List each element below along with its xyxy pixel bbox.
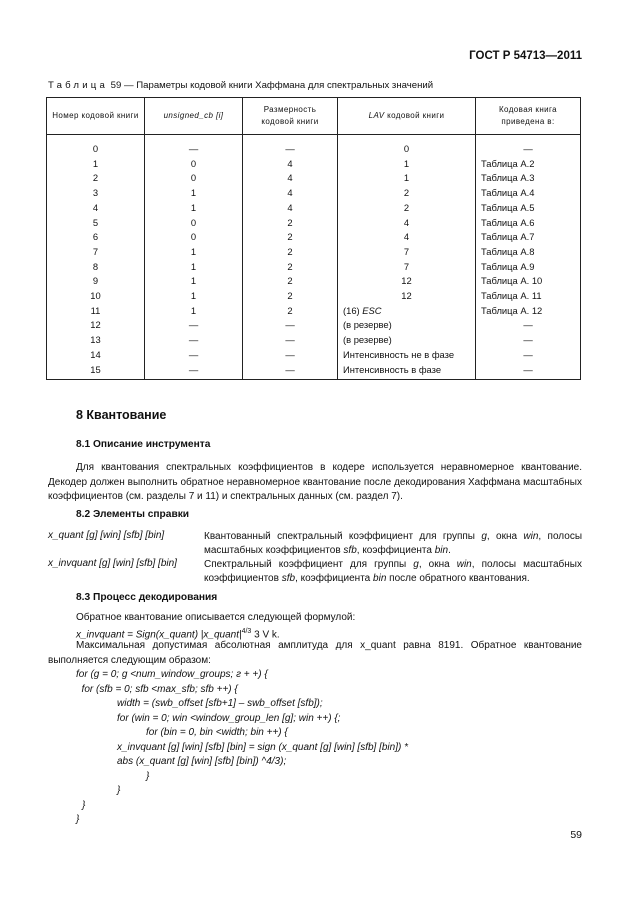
table-row	[47, 363, 581, 380]
table-cell: Таблица А.5	[476, 201, 581, 216]
table-cell: 9	[47, 274, 145, 289]
table-cell: —	[145, 333, 243, 348]
table-cell: Таблица А.2	[476, 157, 581, 172]
table-row	[47, 318, 581, 333]
table-caption	[48, 80, 433, 91]
table-cell: (в резерве)	[338, 318, 476, 333]
table-cell: 2	[338, 201, 476, 216]
table-row	[47, 216, 581, 231]
table-cell: —	[145, 348, 243, 363]
table-cell: Интенсивность не в фазе	[338, 348, 476, 363]
table-row	[47, 171, 581, 186]
table-cell: 4	[338, 216, 476, 231]
table-row	[47, 333, 581, 348]
table-cell: Таблица А. 12	[476, 304, 581, 319]
table-cell: 0	[145, 171, 243, 186]
huffman-codebook-table	[46, 97, 581, 380]
table-cell: —	[243, 142, 338, 157]
table-cell: Таблица А.7	[476, 230, 581, 245]
table-cell: 4	[47, 201, 145, 216]
table-cell: 7	[47, 245, 145, 260]
table-cell: —	[243, 318, 338, 333]
table-cell: (в резерве)	[338, 333, 476, 348]
table-cell: 10	[47, 289, 145, 304]
table-cell: Интенсивность в фазе	[338, 363, 476, 380]
code-line: }	[82, 800, 86, 811]
definition-term: x_quant [g] [win] [sfb] [bin]	[48, 530, 165, 541]
table-cell: Таблица А.9	[476, 260, 581, 275]
definition-term: x_invquant [g] [win] [sfb] [bin]	[48, 558, 177, 569]
table-cell: —	[243, 333, 338, 348]
standard-header: ГОСТ Р 54713—2011	[469, 50, 582, 62]
table-cell: —	[145, 363, 243, 380]
table-header-row	[47, 98, 581, 135]
table-cell: 2	[47, 171, 145, 186]
table-cell: 6	[47, 230, 145, 245]
table-cell: 12	[47, 318, 145, 333]
table-cell: 2	[243, 304, 338, 319]
code-line: for (sfb = 0; sfb <max_sfb; sfb ++) {	[76, 684, 238, 695]
table-cell: Таблица А. 11	[476, 289, 581, 304]
section-8-1-title: 8.1 Описание инструмента	[76, 439, 211, 450]
section-8-3-intro: Обратное квантование описывается следующей формулой:	[76, 612, 356, 623]
code-line: }	[117, 785, 121, 796]
table-cell: 4	[243, 157, 338, 172]
table-row	[47, 142, 581, 157]
page-number: 59	[570, 829, 582, 841]
section-8-2-title: 8.2 Элементы справки	[76, 509, 190, 520]
table-caption-word: Таблица	[48, 80, 109, 91]
table-spacer-row	[47, 135, 581, 143]
table-cell: 2	[243, 274, 338, 289]
code-line: x_invquant [g] [win] [sfb] [bin] = sign (x_quant [g] [win] [sfb] [bin]) *	[117, 742, 408, 753]
table-cell: 3	[47, 186, 145, 201]
table-cell: —	[145, 142, 243, 157]
formula-tail: 3 V k.	[251, 629, 280, 641]
table-cell: Таблица А.8	[476, 245, 581, 260]
table-cell: Таблица А. 10	[476, 274, 581, 289]
table-cell: Таблица А.6	[476, 216, 581, 231]
table-cell: —	[476, 142, 581, 157]
table-cell: 2	[243, 289, 338, 304]
table-cell: 1	[47, 157, 145, 172]
column-header: unsigned_cb [i]	[145, 98, 243, 135]
column-header: LAV кодовой книги	[338, 98, 476, 135]
table-cell: —	[476, 333, 581, 348]
definition-text: Спектральный коэффициент для группы g, окна win, полосы масштабных коэффициентов sfb, коэффициента bin после обратного квантования.	[204, 559, 582, 584]
table-cell: 2	[243, 245, 338, 260]
table-cell: 1	[145, 201, 243, 216]
table-row	[47, 274, 581, 289]
table-cell: 1	[145, 245, 243, 260]
code-line: }	[146, 771, 150, 782]
table-cell: 4	[243, 171, 338, 186]
table-cell: 2	[243, 216, 338, 231]
table-cell: 13	[47, 333, 145, 348]
section-8-3-title: 8.3 Процесс декодирования	[76, 592, 218, 603]
table-cell: 1	[338, 157, 476, 172]
table-cell: 1	[145, 289, 243, 304]
table-cell: 4	[243, 186, 338, 201]
table-caption-text: 59 — Параметры кодовой книги Хаффмана для спектральных значений	[108, 80, 434, 91]
table-cell: 0	[145, 230, 243, 245]
column-header: Номер кодовой книги	[47, 98, 145, 135]
table-row	[47, 348, 581, 363]
table-cell: 7	[338, 245, 476, 260]
table-cell: 12	[338, 274, 476, 289]
column-header: Кодовая книга приведена в:	[476, 98, 581, 135]
table-row	[47, 245, 581, 260]
table-cell: 2	[338, 186, 476, 201]
code-line: for (win = 0; win <window_group_len [g]; win ++) {;	[117, 713, 341, 724]
table-cell: 1	[145, 274, 243, 289]
table-cell: —	[243, 348, 338, 363]
table-cell: 5	[47, 216, 145, 231]
table-cell: Таблица А.3	[476, 171, 581, 186]
table-cell: 14	[47, 348, 145, 363]
table-cell: 0	[145, 157, 243, 172]
table-row	[47, 260, 581, 275]
table-cell: 2	[243, 260, 338, 275]
table-cell: 1	[145, 304, 243, 319]
table-cell: 15	[47, 363, 145, 380]
section-8-title: 8 Квантование	[76, 408, 167, 422]
table-row	[47, 304, 581, 319]
table-cell: —	[476, 348, 581, 363]
section-8-3-text: Максимальная допустимая абсолютная амплитуда для x_quant равна 8191. Обратное квантование выполняется следующим образом:	[48, 640, 582, 666]
table-cell: 11	[47, 304, 145, 319]
definition-text: Квантованный спектральный коэффициент для группы g, окна win, полосы масштабных коэффициентов sfb, коэффициента bin.	[204, 531, 582, 556]
table-row	[47, 201, 581, 216]
table-cell: 2	[243, 230, 338, 245]
table-cell: —	[476, 318, 581, 333]
table-body	[47, 135, 581, 380]
formula-exponent: 4/3	[241, 628, 252, 635]
code-line: }	[76, 814, 80, 825]
table-row	[47, 157, 581, 172]
table-cell: 4	[243, 201, 338, 216]
table-cell: 7	[338, 260, 476, 275]
table-cell: 4	[338, 230, 476, 245]
table-cell: 8	[47, 260, 145, 275]
table-cell: (16) ESC	[338, 304, 476, 319]
table-row	[47, 230, 581, 245]
code-line: for (g = 0; g <num_window_groups; г + +) {	[76, 669, 268, 680]
table-cell: 12	[338, 289, 476, 304]
code-line: abs (x_quant [g] [win] [sfb] [bin]) ^4/3);	[117, 756, 287, 767]
formula-text: x_invquant = Sign(x_quant) |x_quant|	[76, 629, 242, 641]
table-cell: 1	[145, 186, 243, 201]
table-cell: 0	[145, 216, 243, 231]
table-cell: —	[145, 318, 243, 333]
section-8-1-text: Для квантования спектральных коэффициентов в кодере используется неравномерное квантование. Декодер должен выполнить обратное неравномерное квантование после декодирования Хаффмана масштабных коэффициентов (см. разделы 7 и 11) и спектральных данных (см. раздел 7).	[48, 462, 582, 502]
code-line: for (bin = 0, bin <width; bin ++) {	[146, 727, 288, 738]
table-row	[47, 186, 581, 201]
code-line: width = (swb_offset [sfb+1] – swb_offset [sfb]);	[117, 698, 323, 709]
table-cell: —	[243, 363, 338, 380]
table-row	[47, 289, 581, 304]
table-cell: Таблица А.4	[476, 186, 581, 201]
table-cell: 0	[47, 142, 145, 157]
column-header: Размерность кодовой книги	[243, 98, 338, 135]
table-cell: 0	[338, 142, 476, 157]
table-cell: —	[476, 363, 581, 380]
table-cell: 1	[338, 171, 476, 186]
table-cell: 1	[145, 260, 243, 275]
